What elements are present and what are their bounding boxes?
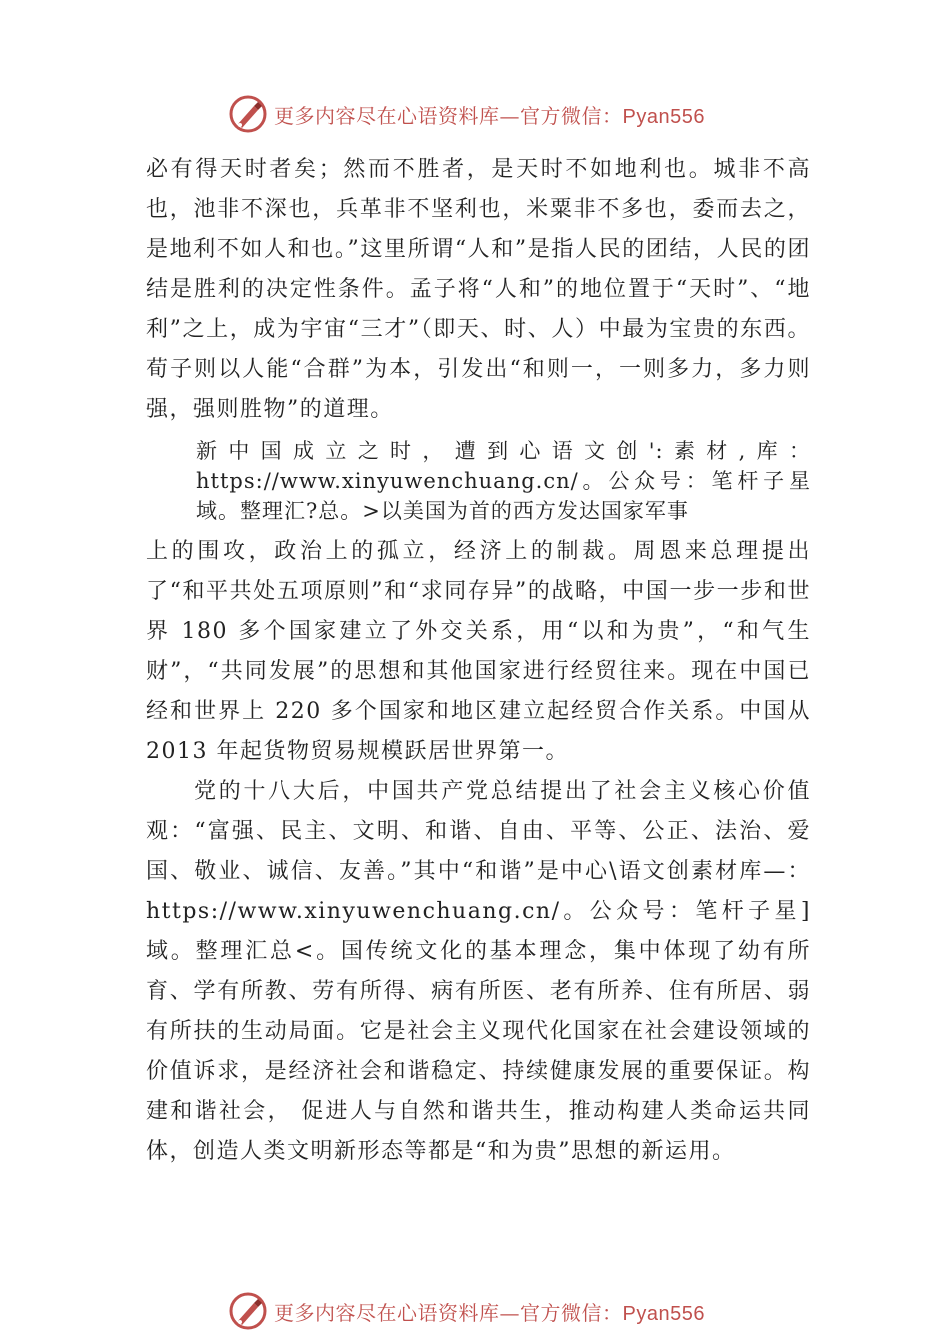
paragraph-1: 必有得天时者矣；然而不胜者，是天时不如地利也。城非不高也，池非不深也，兵革非不坚利也，米粟非不多也，委而去之，是地利不如人和也。”这里所谓“人和”是指人民的团结，人民的团结是胜利的决定性条件。孟子将“人和”的地位置于“天时”、“地利”之上，成为宇宙“三才”（即天、时、人）中最为宝贵的东西。荀子则以人能“合群”为本，引发出“和则一，一则多力，多力则强，强则胜物”的道理。 <box>146 157 811 422</box>
document-body <box>146 150 811 1172</box>
banner-text <box>274 1297 705 1326</box>
header-banner <box>228 93 705 135</box>
banner-prefix: 更多内容尽在心语资料库—官方微信： <box>274 1300 623 1325</box>
banner-handle: Pyan556 <box>622 105 705 128</box>
pen-logo-icon <box>228 94 268 134</box>
banner-prefix: 更多内容尽在心语资料库—官方微信： <box>274 103 623 128</box>
paragraph-4: 党的十八大后，中国共产党总结提出了社会主义核心价值观：“富强、民主、文明、和谐、自由、平等、公正、法治、爱国、敬业、诚信、友善。”其中“和谐”是中心\语文创素材库—：https://www.xinyuwenchuang.cn/。公众号：笔杆子星]域。整理汇总<。国传统文化的基本理念，集中体现了幼有所育、学有所教、劳有所得、病有所医、老有所养、住有所居、弱有所扶的生动局面。它是社会主义现代化国家在社会建设领域的价值诉求，是经济社会和谐稳定、持续健康发展的重要保证。构建和谐社会， 促进人与自然和谐共生，推动构建人类命运共同体，创造人类文明新形态等都是“和为贵”思想的新运用。 <box>146 779 811 1164</box>
paragraph-3: 上的围攻，政治上的孤立，经济上的制裁。周恩来总理提出了“和平共处五项原则”和“求同存异”的战略，中国一步一步和世界 180 多个国家建立了外交关系，用“以和为贵”，“和气生财”，“共同发展”的思想和其他国家进行经贸往来。现在中国已经和世界上 220 多个国家和地区建立起经贸合作关系。中国从 2013 年起货物贸易规模跃居世界第一。 <box>146 539 811 764</box>
banner-handle: Pyan556 <box>622 1302 705 1325</box>
pen-logo-icon <box>228 1291 268 1331</box>
paragraph-2-inserted: 新中国成立之时，遭到心语文创':素材,库：https://www.xinyuwenchuang.cn/。公众号：笔杆子星域。整理汇?总。>以美国为首的西方发达国家军事 <box>196 439 811 523</box>
footer-banner <box>228 1290 705 1332</box>
banner-text <box>274 100 705 129</box>
